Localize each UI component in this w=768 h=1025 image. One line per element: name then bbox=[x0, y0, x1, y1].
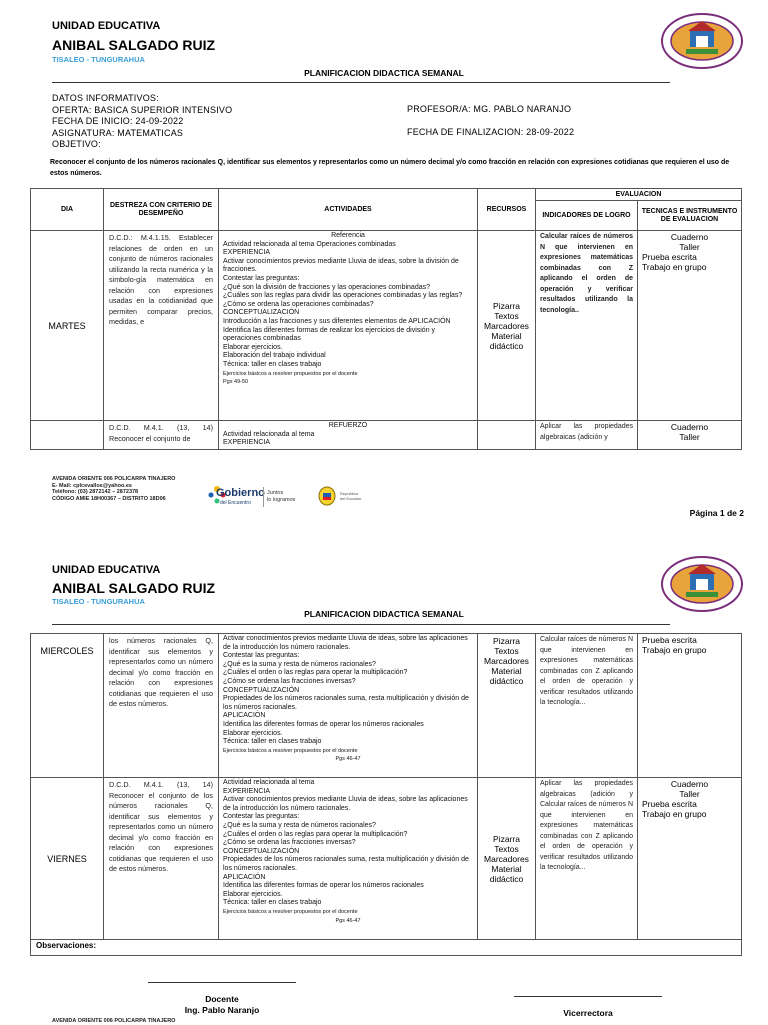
observaciones-label: Observaciones: bbox=[31, 940, 742, 956]
act-line: ¿Cómo se ordena las operaciones combinadas? bbox=[223, 300, 374, 308]
act-line: Actividad relacionada al tema Operaciones combinadas bbox=[223, 240, 396, 248]
footer-email: E- Mail: cplcevallos@yahoo.es bbox=[52, 482, 132, 489]
act-line: Introducción a las fracciones y sus diferentes elementos de APLICACIÓN bbox=[223, 317, 451, 325]
header-indicadores: INDICADORES DE LOGRO bbox=[536, 201, 638, 231]
info-right bbox=[407, 104, 574, 139]
act-line: Activar conocimientos previos mediante Lluvia de ideas, sobre la división de fracciones. bbox=[223, 257, 459, 274]
act-line: Contestar las preguntas: bbox=[223, 813, 300, 821]
recurso-item: Textos bbox=[494, 843, 519, 854]
signature-line-vice bbox=[514, 996, 662, 997]
act-line: Identifica las diferentes formas de operar los números racionales bbox=[223, 882, 424, 890]
act-small-martes: Ejercicios básicos a resolver propuestos por el docente bbox=[223, 370, 358, 377]
tecnica-item: Trabajo en grupo bbox=[642, 262, 707, 272]
act-line: Elaborar ejercicios. bbox=[223, 890, 283, 898]
destreza-refuerzo: D.C.D. M.4.1. (13, 14) Reconocer el conjunto de bbox=[104, 421, 219, 450]
act-line: APLICACIÓN bbox=[223, 712, 266, 720]
school-name: ANIBAL SALGADO RUIZ bbox=[52, 580, 216, 596]
day-martes: MARTES bbox=[31, 231, 104, 421]
table-row-observaciones bbox=[31, 940, 742, 956]
recurso-item: Pizarra bbox=[493, 636, 520, 646]
act-line: Propiedades de los números racionales suma, resta multiplicación y división de los números racionales. bbox=[223, 856, 469, 872]
actividades-martes bbox=[219, 231, 478, 421]
tecnicas-refuerzo bbox=[638, 421, 742, 450]
recurso-item: Material didáctico bbox=[489, 863, 524, 884]
gov-sub: del Encuentro bbox=[220, 500, 251, 506]
recurso-item: Material didáctico bbox=[489, 666, 524, 686]
recurso-item: Pizarra bbox=[493, 833, 520, 844]
recurso-item: Textos bbox=[494, 646, 519, 656]
plan-title: PLANIFICACION DIDACTICA SEMANAL bbox=[304, 609, 464, 619]
act-line: Actividad relacionada al tema bbox=[223, 779, 315, 786]
footer-address-block bbox=[52, 476, 175, 502]
act-line: ¿Cuáles son las reglas para dividir las operaciones combinadas y las reglas? bbox=[223, 292, 463, 300]
info-profesora: PROFESOR/A: MG. PABLO NARANJO bbox=[407, 104, 572, 114]
act-ref-refuerzo: REFUERZO bbox=[328, 422, 368, 429]
act-line: ¿Qué es la suma y resta de números racionales? bbox=[223, 660, 376, 668]
tecnica-item: Cuaderno bbox=[670, 779, 709, 789]
school-seal-icon bbox=[660, 12, 744, 70]
header-recursos: RECURSOS bbox=[478, 189, 536, 231]
tecnica-item: Cuaderno bbox=[670, 422, 709, 432]
actividades-miercoles bbox=[219, 634, 478, 778]
school-label: UNIDAD EDUCATIVA bbox=[52, 564, 161, 576]
recurso-item: Marcadores bbox=[484, 656, 529, 666]
act-ref-martes: Referencia bbox=[331, 232, 365, 239]
page-2 bbox=[0, 550, 768, 1024]
tecnicas-miercoles bbox=[638, 634, 742, 778]
info-oferta: OFERTA: BASICA SUPERIOR INTENSIVO bbox=[52, 104, 233, 115]
act-line: Elaboración del trabajo individual bbox=[223, 352, 326, 360]
recursos-viernes bbox=[478, 778, 536, 940]
actividades-refuerzo bbox=[219, 421, 478, 450]
actividades-viernes bbox=[219, 778, 478, 940]
signature-line-docente bbox=[148, 982, 296, 983]
act-line: ¿Cuáles el orden o las reglas para operar la multiplicación? bbox=[223, 669, 408, 677]
plan-table-page1 bbox=[30, 188, 742, 450]
act-pgs-viernes: Pgs 46-47 bbox=[335, 917, 361, 924]
plan-table-page2 bbox=[30, 633, 742, 956]
act-line: Propiedades de los números racionales suma, resta multiplicación y división de los números racionales. bbox=[223, 695, 469, 711]
act-line: CONCEPTUALIZACIÓN bbox=[223, 686, 300, 694]
logro-refuerzo: Aplicar las propiedades algebraicas (adición y bbox=[536, 421, 638, 450]
header-divider bbox=[52, 624, 670, 625]
act-line: Identifica las diferentes formas de realizar los ejercicios de división y operaciones combinadas bbox=[223, 326, 436, 343]
republic-label: República del Ecuador bbox=[340, 491, 362, 501]
act-line: ¿Cómo se ordena las fracciones inversas? bbox=[223, 839, 356, 847]
table-row-viernes bbox=[31, 778, 742, 940]
recurso-item: Material didáctico bbox=[489, 330, 524, 351]
table-row-miercoles bbox=[31, 634, 742, 778]
destreza-viernes: D.C.D. M.4.1. (13, 14) Reconocer el conjunto de los números racionales Q, identificar sus elementos y representarlos como un número decimal y/o como fracción en relación con expresiones cotidianas que requieren el uso de estos números. bbox=[104, 778, 219, 940]
day-viernes: VIERNES bbox=[31, 778, 104, 940]
header-dia: DIA bbox=[31, 189, 104, 231]
act-line: Técnica: taller en clases trabajo bbox=[223, 360, 322, 368]
act-line: CONCEPTUALIZACIÓN bbox=[223, 847, 300, 855]
act-line: Elaborar ejercicios. bbox=[223, 343, 283, 351]
act-line: Técnica: taller en clases trabajo bbox=[223, 738, 322, 746]
act-line: CONCEPTUALIZACIÓN bbox=[223, 309, 300, 317]
school-location: TISALEO - TUNGURAHUA bbox=[52, 597, 145, 606]
tecnica-item: Cuaderno bbox=[670, 232, 709, 242]
recurso-item: Textos bbox=[494, 310, 519, 321]
tecnica-item: Prueba escrita bbox=[642, 635, 697, 645]
footer-amie: CÓDIGO AMIE 18H00367 – DISTRITO 18D06 bbox=[52, 495, 166, 502]
header-tecnicas: TECNICAS E INSTRUMENTO DE EVALUACION bbox=[638, 201, 742, 231]
act-line: Contestar las preguntas: bbox=[223, 274, 300, 282]
tecnica-item: Taller bbox=[679, 242, 700, 252]
logro-martes: Calcular raíces de números N que intervienen en expresiones matemáticas combinadas con Z aplicando el orden de operación y verificar resultados utilizando la tecnología.. bbox=[536, 231, 638, 421]
recursos-martes bbox=[478, 231, 536, 421]
objective-text: Reconocer el conjunto de los números racionales Q, identificar sus elementos y representarlos como un número decimal y/o como fracción en relación con expresiones cotidianas que requieren el uso de estos números. bbox=[50, 159, 730, 177]
destreza-miercoles: los números racionales Q, identificar sus elementos y representarlos como un número decimal y/o como fracción en relación con expresiones cotidianas que requieren el uso de estos números. bbox=[104, 634, 219, 778]
school-label: UNIDAD EDUCATIVA bbox=[52, 20, 161, 32]
government-logo bbox=[206, 483, 366, 513]
header-evaluacion: EVALUACION bbox=[536, 189, 742, 201]
act-small-viernes: Ejercicios básicos a resolver propuestos por el docente bbox=[223, 908, 358, 915]
info-left bbox=[52, 93, 232, 151]
header-divider bbox=[52, 82, 670, 83]
act-line: Activar conocimientos previos mediante Lluvia de ideas, sobre las aplicaciones de la introducción los número racionales. bbox=[223, 635, 468, 651]
act-line: APLICACIÓN bbox=[223, 873, 266, 881]
logro-miercoles: Calcular raíces de números N que intervienen en expresiones matemáticas combinadas con Z aplicando el orden de operación y verificar resultados utilizando la tecnología... bbox=[536, 634, 638, 778]
act-pgs-martes: Pgs 49-50 bbox=[223, 379, 249, 386]
gov-word: Gobierno bbox=[216, 487, 265, 499]
act-line: Identifica las diferentes formas de operar los números racionales bbox=[223, 720, 424, 728]
info-asignatura: ASIGNATURA: MATEMATICAS bbox=[52, 127, 184, 138]
page-number: Página 1 de 2 bbox=[689, 508, 744, 518]
info-fecha-fin: FECHA DE FINALIZACION: 28-09-2022 bbox=[407, 127, 575, 137]
signature-vice-role: Vicerrectora bbox=[563, 1008, 613, 1018]
tecnicas-viernes bbox=[638, 778, 742, 940]
act-line: ¿Cuáles el orden o las reglas para operar la multiplicación? bbox=[223, 830, 408, 838]
recursos-miercoles bbox=[478, 634, 536, 778]
act-line: EXPERIENCIA bbox=[223, 439, 271, 447]
footer-address: AVENIDA ORIENTE 006 POLICARPA TINAJERO bbox=[52, 1018, 176, 1024]
act-line: ¿Qué son la división de fracciones y las operaciones combinadas? bbox=[223, 283, 431, 291]
tecnica-item: Prueba escrita bbox=[642, 252, 697, 262]
table-row-martes bbox=[31, 231, 742, 421]
school-location: TISALEO - TUNGURAHUA bbox=[52, 55, 145, 64]
act-pgs-miercoles: Pgs 46-47 bbox=[335, 756, 361, 763]
act-line: ¿Qué es la suma y resta de números racionales? bbox=[223, 821, 376, 829]
school-seal-icon bbox=[660, 555, 744, 613]
info-heading: DATOS INFORMATIVOS: bbox=[52, 93, 159, 103]
footer-phone: Teléfono: (03) 2872142 – 2872378 bbox=[52, 489, 139, 495]
tecnica-item: Taller bbox=[679, 789, 700, 799]
act-line: EXPERIENCIA bbox=[223, 249, 271, 257]
act-line: Elaborar ejercicios. bbox=[223, 729, 283, 737]
tecnica-item: Trabajo en grupo bbox=[642, 809, 707, 819]
act-line: ¿Cómo se ordena las fracciones inversas? bbox=[223, 677, 356, 685]
act-line: Activar conocimientos previos mediante Lluvia de ideas, sobre las aplicaciones de la introducción los número racionales. bbox=[223, 796, 468, 812]
act-line: EXPERIENCIA bbox=[223, 787, 271, 795]
destreza-martes: D.C.D.: M.4.1.15. Establecer relaciones de orden en un conjunto de números racionales utilizando la recta numérica y la simbolo-gía matemática en relación con expresiones usadas en la cotidianidad que permiten comparar precios, medidas, e bbox=[104, 231, 219, 421]
tecnicas-martes bbox=[638, 231, 742, 421]
act-line: Contestar las preguntas: bbox=[223, 652, 300, 660]
signature-docente bbox=[148, 994, 296, 1016]
day-miercoles: MIERCOLES bbox=[31, 634, 104, 778]
recurso-item: Marcadores bbox=[484, 320, 529, 331]
table-row-refuerzo bbox=[31, 421, 742, 450]
gov-slogan: Juntos lo logramos bbox=[267, 490, 296, 503]
tecnica-item: Trabajo en grupo bbox=[642, 645, 707, 655]
info-fecha-inicio: FECHA DE INICIO: 24-09-2022 bbox=[52, 116, 184, 126]
signature-docente-name: Ing. Pablo Naranjo bbox=[184, 1005, 260, 1015]
act-line: Técnica: taller en clases trabajo bbox=[223, 899, 322, 907]
recurso-item: Pizarra bbox=[493, 300, 520, 311]
info-objetivo: OBJETIVO: bbox=[52, 139, 101, 149]
ecuador-coat-of-arms-icon bbox=[316, 485, 338, 507]
signature-docente-role: Docente bbox=[205, 994, 239, 1004]
school-name: ANIBAL SALGADO RUIZ bbox=[52, 37, 216, 53]
plan-title: PLANIFICACION DIDACTICA SEMANAL bbox=[304, 68, 464, 78]
footer-address: AVENIDA ORIENTE 006 POLICARPA TINAJERO bbox=[52, 476, 176, 482]
header-actividades: ACTIVIDADES bbox=[219, 189, 478, 231]
recurso-item: Marcadores bbox=[484, 853, 529, 864]
header-destreza: DESTREZA CON CRITERIO DE DESEMPEÑO bbox=[104, 189, 219, 231]
tecnica-item: Taller bbox=[679, 432, 700, 442]
logro-viernes: Aplicar las propiedades algebraicas (adición y Calcular raíces de números N que intervienen en expresiones matemáticas combinadas con Z aplicando el orden de operación y verificar resultados utilizando la tecnología... bbox=[536, 778, 638, 940]
act-small-miercoles: Ejercicios básicos a resolver propuestos por el docente bbox=[223, 747, 358, 754]
act-line: Actividad relacionada al tema bbox=[223, 430, 315, 438]
tecnica-item: Prueba escrita bbox=[642, 799, 697, 809]
